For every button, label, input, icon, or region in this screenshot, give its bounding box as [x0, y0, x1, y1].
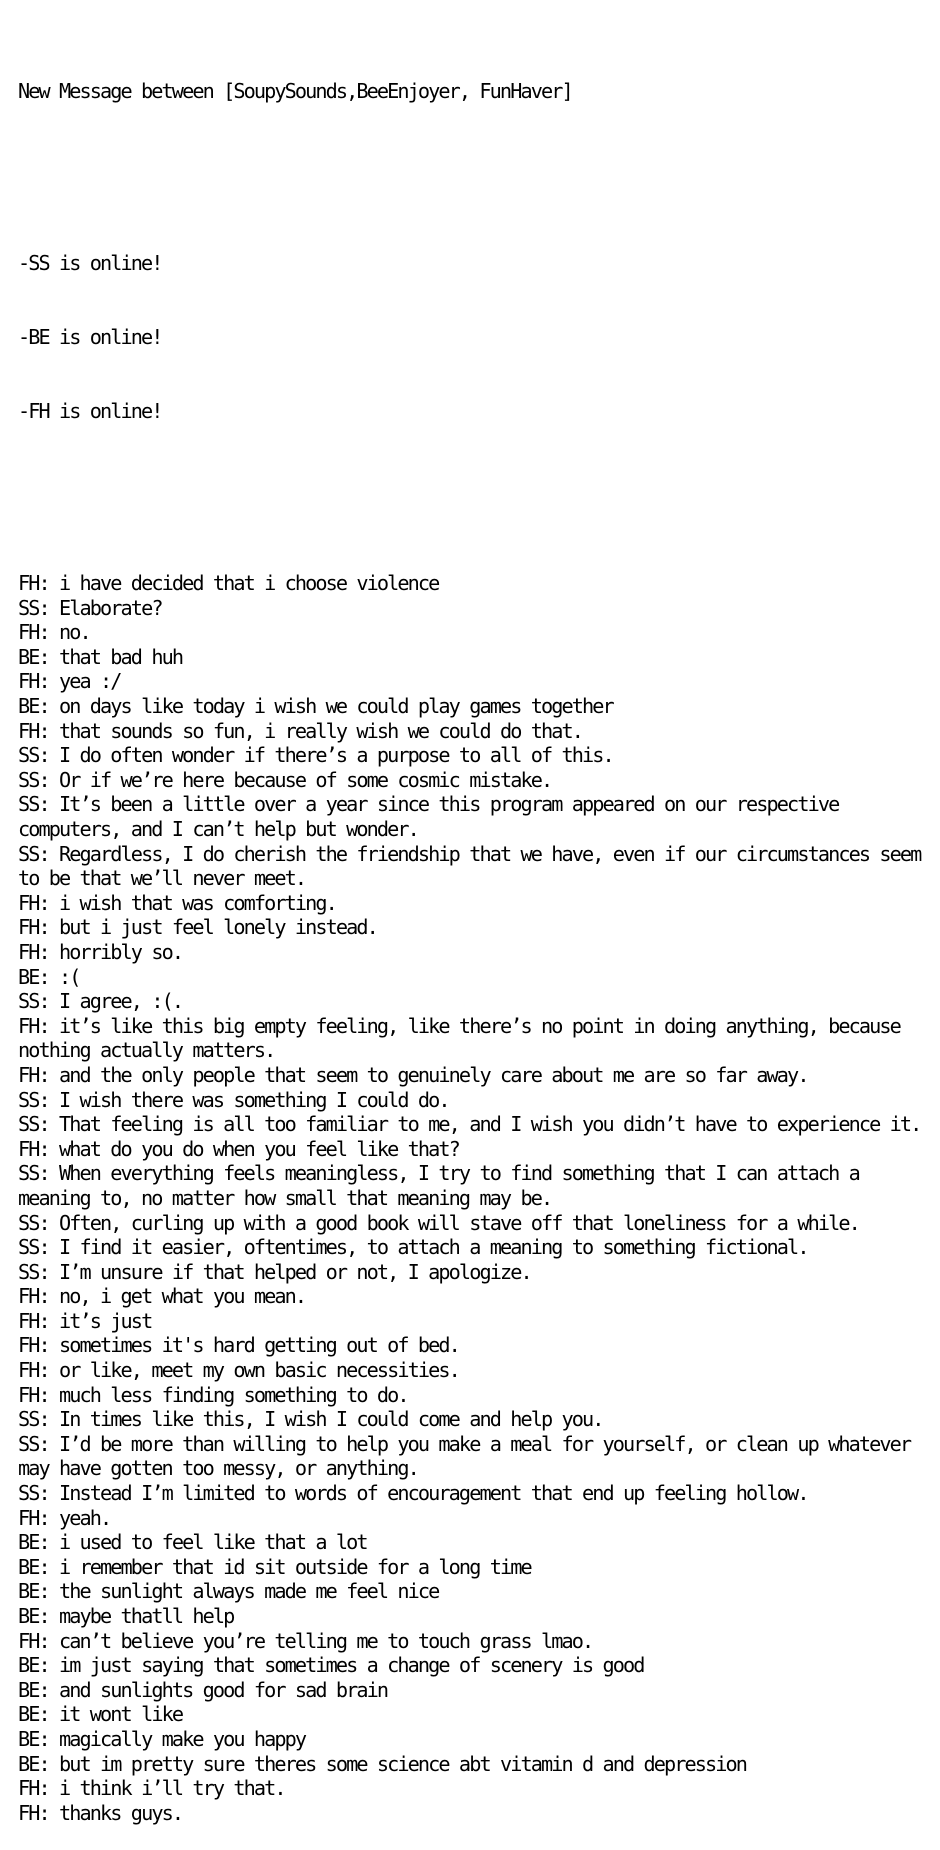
message-text: Regardless, I do cherish the friendship that we have, even if our circumstances seem to be that we’ll never meet. — [18, 841, 931, 891]
message-sender: SS : — [18, 1235, 59, 1259]
message-sender: SS : — [18, 1088, 59, 1112]
message-text: Or if we’re here because of some cosmic mistake. — [59, 767, 552, 792]
message-text: but i just feel lonely instead. — [59, 915, 377, 940]
message-text: It’s been a little over a year since this program appeared on our respective computers, and I can’t help but wonder. — [18, 792, 849, 841]
message-text: I’d be more than willing to help you make a meal for yourself, or clean up whatever may have gotten too messy, or anything. — [18, 1431, 921, 1481]
message-line — [18, 1161, 933, 1210]
message-sender: FH : — [18, 1333, 59, 1357]
message-text: im just saying that sometimes a change of scenery is good — [59, 1653, 644, 1678]
message-line — [18, 1333, 933, 1358]
message-line — [18, 1284, 933, 1309]
message-sender: SS : — [18, 1481, 59, 1505]
message-text: That feeling is all too familiar to me, and I wish you didn’t have to experience it. — [59, 1112, 921, 1137]
message-sender: BE : — [18, 1555, 59, 1579]
message-sender: BE : — [18, 1727, 59, 1751]
message-text: I’m unsure if that helped or not, I apologize. — [59, 1259, 531, 1284]
message-line — [18, 1604, 933, 1629]
message-sender: BE : — [18, 1653, 59, 1677]
message-line — [18, 1309, 933, 1334]
message-line — [18, 1702, 933, 1727]
message-line — [18, 1358, 933, 1383]
message-sender: SS : — [18, 596, 59, 620]
message-text: it’s like this big empty feeling, like there’s no point in doing anything, because nothing actually matters. — [18, 1013, 911, 1063]
message-text: I do often wonder if there’s a purpose to all of this. — [59, 743, 613, 768]
message-line — [18, 719, 933, 744]
message-line — [18, 1727, 933, 1752]
message-sender: FH : — [18, 620, 59, 644]
message-text: I agree, :(. — [59, 989, 183, 1014]
message-sender: SS : — [18, 1407, 59, 1431]
message-text: can’t believe you’re telling me to touch grass lmao. — [59, 1628, 593, 1653]
message-sender: FH : — [18, 940, 59, 964]
message-sender: FH : — [18, 719, 59, 743]
conversation-title: New Message between [SoupySounds,BeeEnjoyer, FunHaver] — [18, 79, 572, 104]
message-sender: BE : — [18, 645, 59, 669]
message-line — [18, 965, 933, 990]
message-sender: BE : — [18, 694, 59, 718]
message-sender: SS : — [18, 1112, 59, 1136]
message-sender: FH : — [18, 1506, 59, 1530]
message-line — [18, 1579, 933, 1604]
message-line — [18, 620, 933, 645]
message-line — [18, 1481, 933, 1506]
message-text: Instead I’m limited to words of encouragement that end up feeling hollow. — [59, 1481, 808, 1506]
message-text: sometimes it's hard getting out of bed. — [59, 1333, 459, 1358]
message-line — [18, 1530, 933, 1555]
message-line — [18, 1063, 933, 1088]
message-text: i wish that was comforting. — [59, 890, 336, 915]
status-line: -SS is online! — [18, 251, 162, 276]
message-text: i used to feel like that a lot — [59, 1530, 367, 1555]
message-text: and sunlights good for sad brain — [59, 1677, 388, 1702]
message-text: magically make you happy — [59, 1726, 306, 1751]
message-text: or like, meet my own basic necessities. — [59, 1358, 459, 1383]
message-line — [18, 940, 933, 965]
message-sender: SS : — [18, 1161, 59, 1185]
message-sender: FH : — [18, 1284, 59, 1308]
message-sender: BE : — [18, 1530, 59, 1554]
message-text: it’s just — [59, 1308, 152, 1333]
message-line — [18, 1211, 933, 1236]
message-line — [18, 1235, 933, 1260]
message-text: Elaborate? — [59, 595, 162, 620]
message-text: thanks guys. — [59, 1800, 183, 1825]
status-line: -FH is online! — [18, 398, 162, 423]
message-sender: SS : — [18, 842, 59, 866]
message-sender: SS : — [18, 743, 59, 767]
message-line — [18, 1260, 933, 1285]
message-sender: FH : — [18, 1063, 59, 1087]
message-text: Often, curling up with a good book will stave off that loneliness for a while. — [59, 1210, 859, 1235]
message-sender: FH : — [18, 669, 59, 693]
message-text: it wont like — [59, 1702, 183, 1727]
message-line — [18, 1432, 933, 1481]
message-line — [18, 1014, 933, 1063]
message-line — [18, 1653, 933, 1678]
message-line — [18, 842, 933, 891]
message-sender: FH : — [18, 1014, 59, 1038]
message-line — [18, 1112, 933, 1137]
message-line — [18, 915, 933, 940]
message-text: :( — [59, 964, 80, 989]
message-text: that sounds so fun, i really wish we could do that. — [59, 718, 582, 743]
message-sender: BE : — [18, 1752, 59, 1776]
message-line — [18, 1629, 933, 1654]
message-line — [18, 1752, 933, 1777]
message-line — [18, 645, 933, 670]
message-line — [18, 1383, 933, 1408]
message-sender: BE : — [18, 1702, 59, 1726]
message-text: I find it easier, oftentimes, to attach a meaning to something fictional. — [59, 1235, 808, 1260]
message-sender: FH : — [18, 1629, 59, 1653]
message-text: When everything feels meaningless, I try to find something that I can attach a meaning to, no matter how small that meaning may be. — [18, 1161, 870, 1210]
message-text: maybe thatll help — [59, 1604, 234, 1628]
message-text: horribly so. — [59, 939, 183, 964]
message-text: In times like this, I wish I could come and help you. — [59, 1407, 603, 1432]
message-sender: SS : — [18, 1260, 59, 1284]
message-sender: BE : — [18, 1604, 59, 1628]
message-sender: SS : — [18, 989, 59, 1013]
message-line — [18, 1678, 933, 1703]
message-sender: FH : — [18, 1801, 59, 1825]
message-text: i have decided that i choose violence — [59, 571, 439, 596]
message-text: i remember that id sit outside for a long time — [59, 1554, 531, 1579]
message-text: i think i’ll try that. — [59, 1776, 285, 1801]
message-sender: FH : — [18, 1309, 59, 1333]
message-line — [18, 1801, 933, 1826]
message-sender: BE : — [18, 1579, 59, 1603]
message-line — [18, 1776, 933, 1801]
message-line — [18, 596, 933, 621]
message-line — [18, 571, 933, 596]
message-line — [18, 768, 933, 793]
message-text: that bad huh — [59, 644, 183, 669]
message-line — [18, 669, 933, 694]
message-text: I wish there was something I could do. — [59, 1087, 449, 1112]
message-text: much less finding something to do. — [59, 1382, 408, 1407]
message-text: and the only people that seem to genuinely care about me are so far away. — [59, 1062, 808, 1087]
message-line — [18, 1407, 933, 1432]
message-line — [18, 1137, 933, 1162]
message-line — [18, 891, 933, 916]
message-line — [18, 989, 933, 1014]
message-sender: FH : — [18, 915, 59, 939]
message-sender: FH : — [18, 571, 59, 595]
message-text: yeah. — [59, 1505, 111, 1530]
status-line: -BE is online! — [18, 325, 162, 350]
status-list — [18, 202, 933, 473]
message-line — [18, 743, 933, 768]
message-text: no, i get what you mean. — [59, 1284, 306, 1309]
message-text: what do you do when you feel like that? — [59, 1136, 459, 1161]
message-sender: BE : — [18, 965, 59, 989]
message-sender: FH : — [18, 1776, 59, 1800]
message-sender: FH : — [18, 1358, 59, 1382]
message-line — [18, 792, 933, 841]
message-sender: SS : — [18, 792, 59, 816]
message-sender: FH : — [18, 1137, 59, 1161]
message-sender: SS : — [18, 768, 59, 792]
message-sender: FH : — [18, 1383, 59, 1407]
message-sender: SS : — [18, 1432, 59, 1456]
message-list — [18, 571, 933, 1825]
message-line — [18, 1506, 933, 1531]
message-sender: SS : — [18, 1211, 59, 1235]
message-line — [18, 694, 933, 719]
message-text: yea :/ — [59, 669, 121, 694]
message-text: on days like today i wish we could play games together — [59, 694, 613, 719]
message-text: but im pretty sure theres some science abt vitamin d and depression — [59, 1751, 747, 1776]
message-sender: BE : — [18, 1678, 59, 1702]
chat-log — [18, 30, 933, 1850]
message-text: no. — [59, 620, 90, 645]
message-line — [18, 1555, 933, 1580]
message-line — [18, 1088, 933, 1113]
message-text: the sunlight always made me feel nice — [59, 1579, 439, 1604]
message-sender: FH : — [18, 891, 59, 915]
